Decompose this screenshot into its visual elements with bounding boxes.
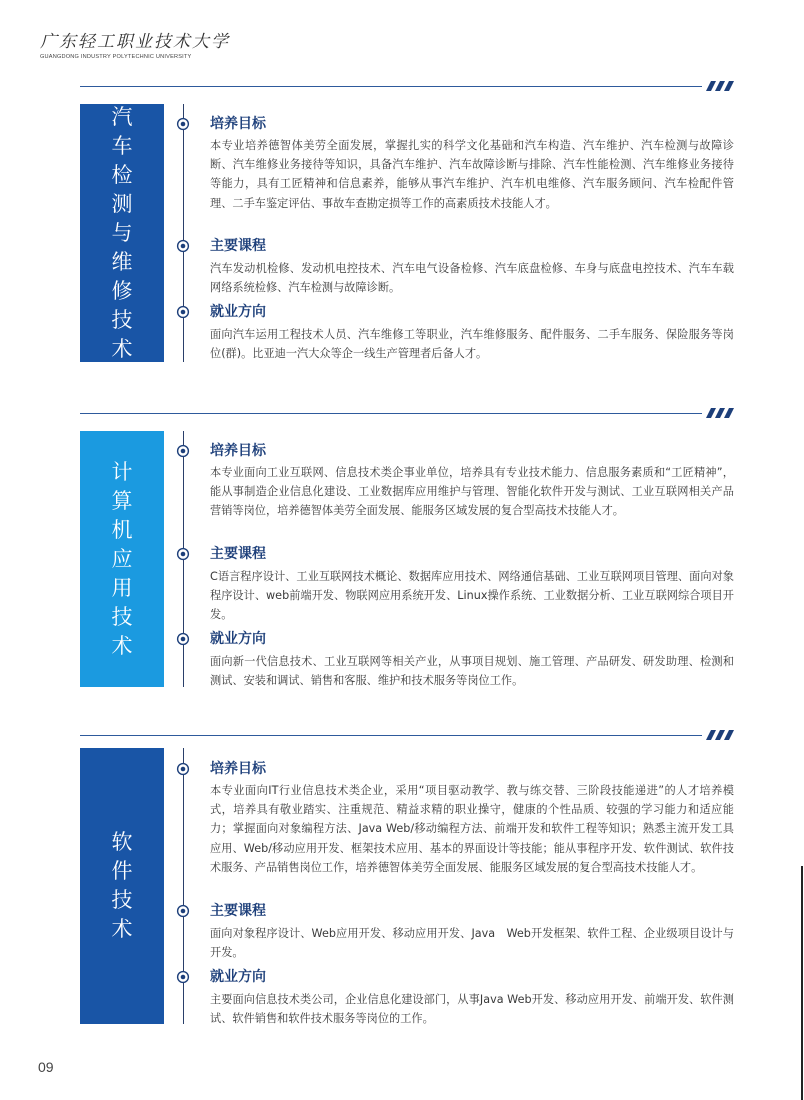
career-text: 面向汽车运用工程技术人员、汽车维修工等职业，汽车维修服务、配件服务、二手车服务、保险服务等岗位(群)。比亚迪一汽大众等企一线生产管理者后备人才。 (210, 328, 734, 361)
bullet-marker-icon (176, 305, 190, 319)
program-title-vertical: 软 件 技 术 (80, 748, 164, 1024)
section-divider-line (80, 413, 702, 414)
section-divider-line (80, 735, 702, 736)
slash-decoration-icon (702, 730, 736, 740)
program-title-vertical: 汽 车 检 测 与 维 修 技 术 (80, 104, 164, 362)
university-logo (40, 32, 230, 60)
bullet-marker-icon (176, 444, 190, 458)
program-title-vertical: 计 算 机 应 用 技 术 (80, 431, 164, 687)
section-divider-line (80, 86, 702, 87)
timeline-line (183, 104, 184, 362)
goal-heading: 培养目标 (210, 116, 266, 132)
slash-decoration-icon (702, 81, 736, 91)
page-edge-line (801, 866, 803, 1100)
course-text: C语言程序设计、工业互联网技术概论、数据库应用技术、网络通信基础、工业互联网项目管理、面向对象程序设计、web前端开发、物联网应用系统开发、Linux操作系统、工业数据分析、工业互联网综合项目开发。 (210, 570, 734, 622)
bullet-marker-icon (176, 117, 190, 131)
bullet-marker-icon (176, 632, 190, 646)
logo-chinese-name: 广东轻工职业技术大学 (40, 32, 230, 52)
goal-text: 本专业面向工业互联网、信息技术类企事业单位，培养具有专业技术能力、信息服务素质和“工匠精神”，能从事制造企业信息化建设、工业数据库应用维护与管理、智能化软件开发与测试、工业互联网相关产品营销等岗位，培养德智体美劳全面发展、能服务区域发展的复合型高技术技能人才。 (210, 466, 734, 518)
career-heading: 就业方向 (210, 304, 266, 320)
course-text: 汽车发动机检修、发动机电控技术、汽车电气设备检修、汽车底盘检修、车身与底盘电控技术、汽车车载网络系统检修、汽车检测与故障诊断。 (210, 262, 734, 295)
goal-heading: 培养目标 (210, 443, 266, 459)
slash-decoration-icon (702, 408, 736, 418)
bullet-marker-icon (176, 239, 190, 253)
goal-heading: 培养目标 (210, 761, 266, 777)
bullet-marker-icon (176, 547, 190, 561)
course-text: 面向对象程序设计、Web应用开发、移动应用开发、Java Web开发框架、软件工程、企业级项目设计与开发。 (210, 927, 734, 960)
course-heading: 主要课程 (210, 546, 266, 562)
page-number: 09 (38, 1059, 54, 1075)
bullet-marker-icon (176, 762, 190, 776)
career-text: 面向新一代信息技术、工业互联网等相关产业，从事项目规划、施工管理、产品研发、研发助理、检测和测试、安装和调试、销售和客服、维护和技术服务等岗位工作。 (210, 655, 734, 688)
goal-text: 本专业培养德智体美劳全面发展，掌握扎实的科学文化基础和汽车构造、汽车维护、汽车检测与故障诊断、汽车维修业务接待等知识，具备汽车维护、汽车故障诊断与排除、汽车性能检测、汽车维修业务接待等能力，具有工匠精神和信息素养，能够从事汽车维护、汽车机电维修、汽车服务顾问、汽车检配件管理、二手车鉴定评估、事故车查勘定损等工作的高素质技术技能人才。 (210, 139, 734, 210)
career-heading: 就业方向 (210, 969, 266, 985)
logo-english-name: GUANGDONG INDUSTRY POLYTECHNIC UNIVERSITY (40, 54, 192, 60)
career-heading: 就业方向 (210, 631, 266, 647)
goal-text: 本专业面向IT行业信息技术类企业，采用“项目驱动教学、教与练交替、三阶段技能递进”的人才培养模式，培养具有敬业踏实、注重规范、精益求精的职业操守，健康的个性品质、较强的学习能力和适应能力；掌握面向对象编程方法、Java Web/移动编程方法、前端开发和软件工程等知识；熟悉主流开发工具应用、Web/移动应用开发、框架技术应用、基本的界面设计等技能；能从事程序开发、软件测试、软件技术服务、产品销售岗位工作，培养德智体美劳全面发展、能服务区域发展的复合型高技术技能人才。 (210, 784, 734, 874)
course-heading: 主要课程 (210, 238, 266, 254)
course-heading: 主要课程 (210, 903, 266, 919)
career-text: 主要面向信息技术类公司，企业信息化建设部门，从事Java Web开发、移动应用开发、前端开发、软件测试、软件销售和软件技术服务等岗位的工作。 (210, 993, 734, 1026)
bullet-marker-icon (176, 970, 190, 984)
bullet-marker-icon (176, 904, 190, 918)
